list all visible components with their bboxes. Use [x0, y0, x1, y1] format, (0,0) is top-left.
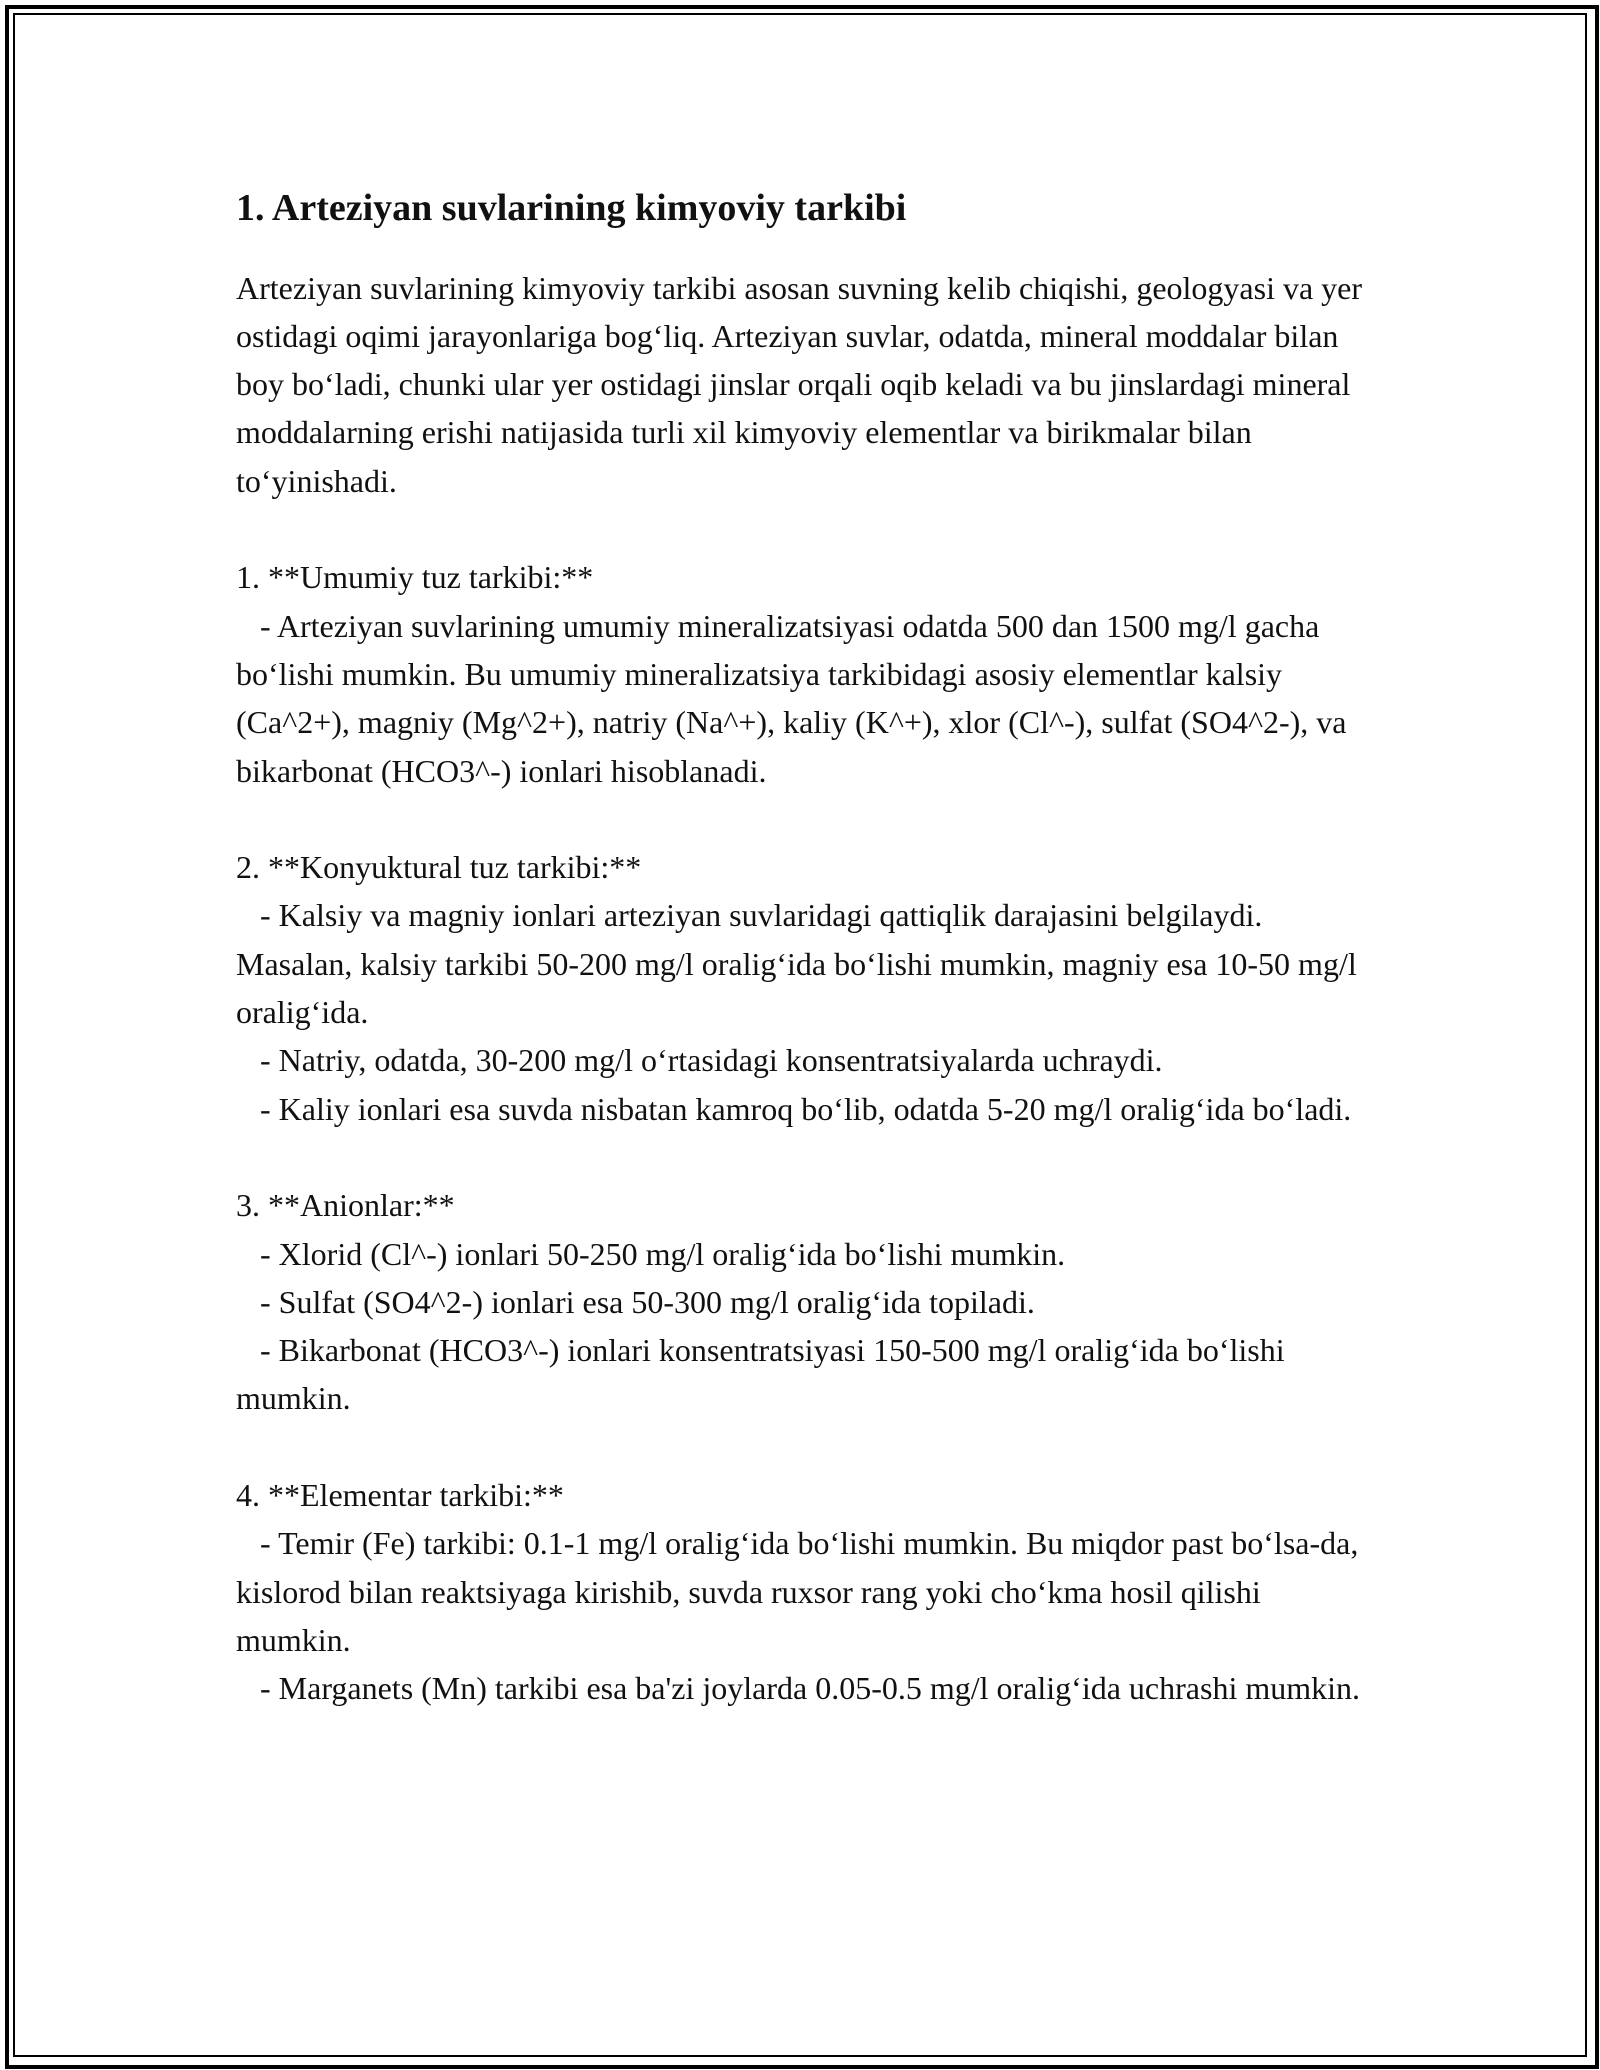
document-content	[236, 186, 1376, 1713]
document-body: Arteziyan suvlarining kimyoviy tarkibi asosan suvning kelib chiqishi, geologyasi va yer ostidagi oqimi jarayonlariga bog‘liq. Arteziyan suvlar, odatda, mineral moddalar bilan boy bo‘ladi, chunki ular yer ostidagi jinslar orqali oqib keladi va bu jinslardagi mineral moddalarning erishi natijasida turli xil kimyoviy elementlar va birikmalar bilan to‘yinishadi. 1. **Umumiy tuz tarkibi:** - Arteziyan suvlarining umumiy mineralizatsiyasi odatda 500 dan 1500 mg/l gacha bo‘lishi mumkin. Bu umumiy mineralizatsiya tarkibidagi asosiy elementlar kalsiy (Ca^2+), magniy (Mg^2+), natriy (Na^+), kaliy (K^+), xlor (Cl^-), sulfat (SO4^2-), va bikarbonat (HCO3^-) ionlari hisoblanadi. 2. **Konyuktural tuz tarkibi:** - Kalsiy va magniy ionlari arteziyan suvlaridagi qattiqlik darajasini belgilaydi. Masalan, kalsiy tarkibi 50-200 mg/l oralig‘ida bo‘lishi mumkin, magniy esa 10-50 mg/l oralig‘ida. - Natriy, odatda, 30-200 mg/l o‘rtasidagi konsentratsiyalarda uchraydi. - Kaliy ionlari esa suvda nisbatan kamroq bo‘lib, odatda 5-20 mg/l oralig‘ida bo‘ladi. 3. **Anionlar:** - Xlorid (Cl^-) ionlari 50-250 mg/l oralig‘ida bo‘lishi mumkin. - Sulfat (SO4^2-) ionlari esa 50-300 mg/l oralig‘ida topiladi. - Bikarbonat (HCO3^-) ionlari konsentratsiyasi 150-500 mg/l oralig‘ida bo‘lishi mumkin. 4. **Elementar tarkibi:** - Temir (Fe) tarkibi: 0.1-1 mg/l oralig‘ida bo‘lishi mumkin. Bu miqdor past bo‘lsa-da, kislorod bilan reaktsiyaga kirishib, suvda ruxsor rang yoki cho‘kma hosil qilishi mumkin. - Marganets (Mn) tarkibi esa ba'zi joylarda 0.05-0.5 mg/l oralig‘ida uchrashi mumkin.	[236, 269, 1363, 1707]
document-title: 1. Arteziyan suvlarining kimyoviy tarkibi	[236, 187, 907, 229]
